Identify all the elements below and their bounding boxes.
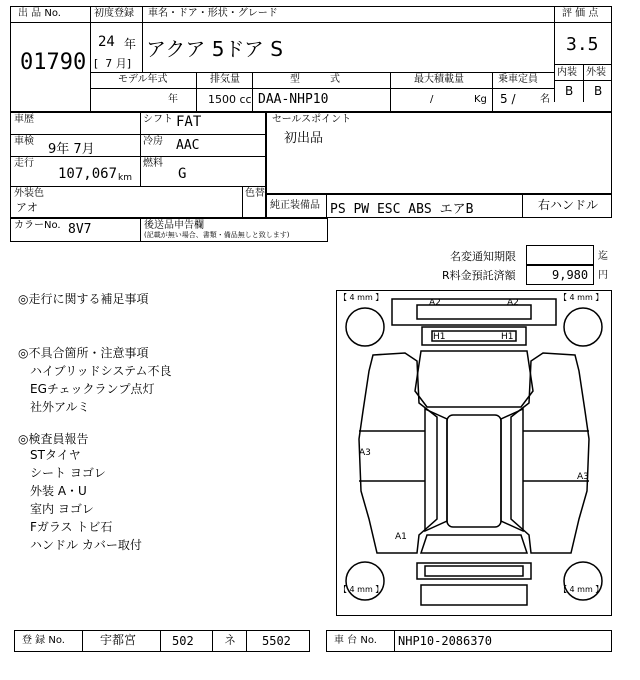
equip-label: 純正装備品 — [270, 200, 320, 211]
int-label: 内装 — [557, 67, 577, 78]
year-unit: 年 — [124, 37, 137, 51]
int-grade: B — [565, 84, 574, 98]
details-frame — [10, 112, 266, 218]
recycle-unit: 円 — [598, 270, 608, 281]
tire-front-right — [564, 308, 602, 346]
car-diagram — [336, 290, 612, 616]
inspector-title: ◎検査員報告 — [18, 432, 89, 446]
inspector-item: 外装 A・U — [30, 484, 87, 498]
damage-mark: H1 — [433, 332, 446, 342]
ext-label: 外装 — [586, 67, 606, 78]
tire-depth-front-right: 【 4 mm 】 — [559, 293, 604, 302]
aftermarket-note: (記載が無い場合、書類・備品無しと致します) — [144, 231, 290, 239]
recycle-label: R料金預託済額 — [442, 269, 516, 282]
inspector-item: Fガラス トビ石 — [30, 520, 113, 534]
aftermarket-label: 後送品申告欄 — [144, 220, 204, 231]
vehicle-label: 車名・ドア・形状・グレード — [148, 8, 278, 19]
reg-kana: ネ — [224, 633, 237, 647]
tire-depth-front-left: 【 4 mm 】 — [339, 293, 384, 302]
model-year-unit: 年 — [168, 94, 178, 105]
inspector-item: STタイヤ — [30, 448, 81, 462]
seats-value: 5 / — [500, 92, 516, 106]
reg-area: 宇都宮 — [100, 633, 137, 647]
ac-value: AAC — [176, 138, 200, 153]
fuel-label: 燃料 — [143, 158, 163, 169]
defects-title: ◎不具合箇所・注意事項 — [18, 346, 149, 360]
tire-front-left — [346, 308, 384, 346]
inspector-item: シート ヨゴレ — [30, 466, 106, 480]
lot-number: 01790 — [20, 50, 87, 75]
inspector-item: 室内 ヨゴレ — [30, 502, 94, 516]
first-reg-label: 初度登録 — [94, 8, 134, 19]
tire-depth-rear-left: 【 4 mm 】 — [339, 585, 384, 594]
damage-mark: A3 — [359, 448, 371, 458]
shift-value: FAT — [176, 114, 202, 130]
reg-month-wrap: [ 7 月] — [94, 57, 132, 70]
roof-outline — [447, 415, 501, 527]
color-no-label: カラーNo. — [14, 220, 61, 231]
tire-depth-rear-right: 【 4 mm 】 — [559, 585, 604, 594]
steering-value: 右ハンドル — [538, 198, 599, 212]
repaint-label: 色替 — [245, 188, 265, 199]
history-label: 車歴 — [14, 114, 34, 125]
rating-value: 3.5 — [566, 34, 599, 55]
displacement-value: 1500 cc — [208, 93, 252, 106]
damage-mark: H1 — [501, 332, 514, 342]
name-change-unit: 迄 — [598, 251, 608, 262]
damage-mark: A3 — [577, 472, 589, 482]
ext-grade: B — [594, 84, 603, 98]
type-label: 型 式 — [290, 74, 340, 85]
car-diagram-svg — [337, 291, 611, 615]
reg-number: 5502 — [262, 634, 291, 648]
model-year-label: モデル年式 — [118, 74, 168, 85]
name-change-box — [526, 245, 594, 265]
car-name: アクア 5ドア S — [146, 37, 283, 61]
type-value: DAA-NHP10 — [258, 92, 329, 107]
recycle-value: 9,980 — [552, 268, 589, 282]
sales-label: セールスポイント — [272, 114, 352, 125]
month-unit: 月 — [115, 57, 127, 70]
displacement-label: 排気量 — [210, 74, 240, 85]
reg-year: 24 — [98, 34, 115, 50]
inspection-value: 9年 7月 — [48, 142, 95, 157]
reg-label: 登 録 No. — [22, 635, 65, 646]
defect-item: ハイブリッドシステム不良 — [30, 364, 172, 378]
seats-unit: 名 — [540, 94, 550, 105]
name-change-label: 名変通知期限 — [450, 250, 516, 263]
driving-title: ◎走行に関する補足事項 — [18, 292, 149, 306]
ac-label: 冷房 — [143, 136, 163, 147]
seats-label: 乗車定員 — [498, 74, 538, 85]
damage-mark: A2 — [429, 298, 441, 308]
shift-label: シフト — [143, 114, 173, 125]
chassis-label: 車 台 No. — [334, 635, 377, 646]
ext-color-label: 外装色 — [14, 188, 44, 199]
reg-class: 502 — [172, 634, 194, 648]
damage-mark: A1 — [395, 532, 407, 542]
defect-item: 社外アルミ — [30, 400, 90, 414]
lot-label: 出 品 No. — [18, 8, 61, 19]
mileage-label: 走行 — [14, 158, 34, 169]
damage-mark: A2 — [507, 298, 519, 308]
reg-month: 7 — [105, 57, 113, 70]
color-no-value: 8V7 — [68, 222, 92, 237]
fuel-value: G — [178, 166, 187, 182]
capacity-label: 最大積載量 — [414, 74, 464, 85]
defect-item: EGチェックランプ点灯 — [30, 382, 155, 396]
ext-color-value: アオ — [16, 201, 38, 214]
mileage-unit: km — [118, 173, 132, 183]
equip-value: PS PW ESC ABS エアB — [330, 202, 474, 217]
inspection-label: 車検 — [14, 136, 34, 147]
sales-value: 初出品 — [284, 131, 324, 146]
chassis-value: NHP10-2086370 — [398, 634, 492, 648]
capacity-sep: / — [430, 94, 434, 105]
rating-label: 評 価 点 — [562, 8, 599, 19]
capacity-unit: Kg — [474, 94, 487, 105]
inspector-item: ハンドル カバー取付 — [30, 538, 142, 552]
mileage-value: 107,067 — [58, 166, 118, 182]
